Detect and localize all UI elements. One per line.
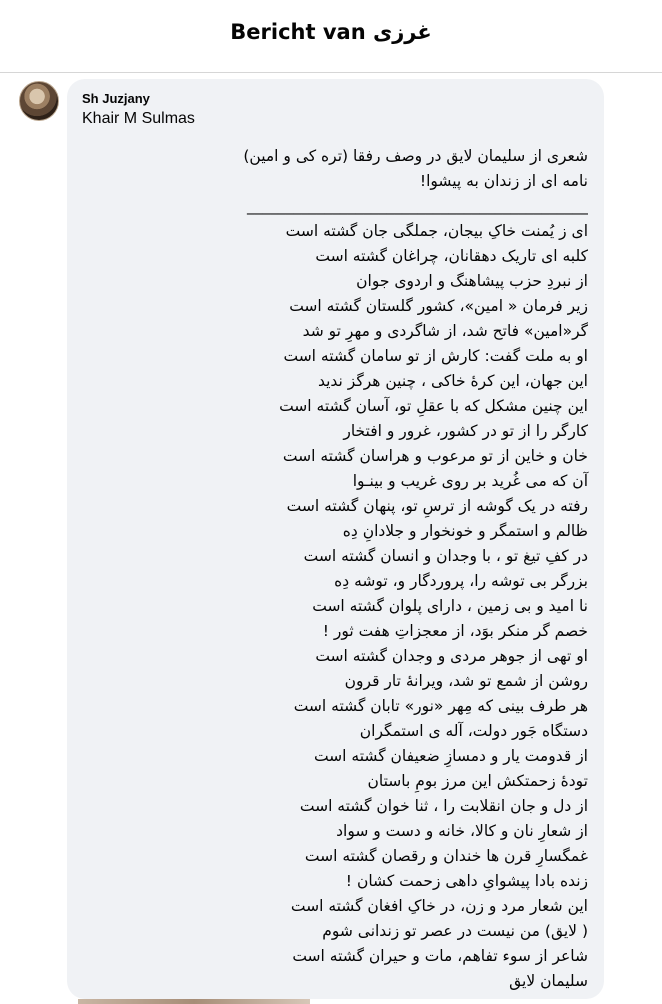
intro-line: شعری از سلیمان لایق در وصف رفقا (تره کی و امین): [243, 147, 588, 165]
poem-line: از شعارِ نان و کالا، خانه و دست و سواد: [336, 822, 588, 840]
intro-line: نامه ای از زندان به پیشوا!: [419, 172, 588, 190]
poem-line: از دل و جان انقلابت را ، ثنا خوان گشته است: [299, 797, 588, 815]
poem-line: خان و خاین از تو مرعوب و هراسان گشته است: [282, 447, 588, 465]
poem-line: سلیمان لایق: [509, 972, 588, 990]
poem-line: از نبردِ حزب پیشاهنگ و اردوی جوان: [356, 272, 588, 290]
poem-line: گر«امین» فاتح شد، از شاگردی و مهرِ تو شد: [302, 322, 588, 340]
poem-line: تودۀ زحمتکش این مرز بومِ باستان: [367, 772, 588, 790]
poem-line: این چنین مشکل که با عقلِ تو، آسان گشته است: [279, 397, 588, 415]
poem-line: رفته در یک گوشه از ترسِ تو، پنهان گشته است: [286, 497, 588, 515]
poem-line: خصم گر منکر بوَد، از معجزاتِ هفت ثور !: [322, 622, 588, 640]
poem-lines: [78, 219, 588, 994]
post-subtitle: Khair M Sulmas: [82, 110, 195, 127]
conversation-header: [0, 0, 662, 73]
header-title: Bericht van غرزی: [230, 20, 432, 44]
poem-line: او تهی از جوهر مردی و وجدان گشته است: [315, 647, 588, 665]
separator-line: ____________________________________________: [247, 197, 588, 215]
poem-line: زیر فرمان « امین»، کشور گلستان گشته است: [289, 297, 588, 315]
poem-line: دستگاه جَور دولت، آله ی استمگران: [359, 722, 588, 740]
poem-line: ای ز یُمنت خاکِ بیجان، جملگی جان گشته است: [285, 222, 588, 240]
poem-line: کارگر را از تو در کشور، غرور و افتخار: [343, 422, 588, 440]
poem-line: در کفِ تیغ تو ، با وجدان و انسان گشته است: [303, 547, 588, 565]
author-name[interactable]: Sh Juzjany: [82, 91, 150, 106]
poem-line: زنده بادا پیشوایِ داهی زحمت کشان !: [345, 872, 588, 890]
poem-line: روشن از شمع تو شد، ویرانۀ تار قرون: [344, 672, 588, 690]
poem-line: نا امید و بی زمین ، دارای پلوان گشته است: [312, 597, 588, 615]
poem-line: هر طرف بینی که مِهر «نور» تابان گشته است: [293, 697, 588, 715]
poem-line: او به ملت گفت: کارش از تو سامان گشته است: [283, 347, 588, 365]
message-body: [78, 144, 588, 994]
avatar[interactable]: [19, 81, 59, 121]
poem-line: این شعار مرد و زن، در خاکِ افغان گشته است: [290, 897, 588, 915]
poem-line: کلبه ای تاریک دهقانان، چراغان گشته است: [315, 247, 588, 265]
poem-line: شاعر از سوء تفاهم، مات و حیران گشته است: [292, 947, 588, 965]
poem-line: ( لایق) من نیست در عصر تو زندانی شوم: [322, 922, 588, 940]
poem-line: بزرگر بی توشه را، پروردگار و، توشه دِه: [334, 572, 588, 590]
poem-line: این جهان، این کرۀ خاکی ، چنین هرگز ندید: [317, 372, 588, 390]
poem-line: از قدومت یار و دمسازِ ضعیفان گشته است: [313, 747, 588, 765]
attached-image-preview[interactable]: [78, 999, 310, 1004]
poem-line: آن که می غُرید بر روی غریب و بینـوا: [352, 472, 588, 490]
poem-line: ظالم و استمگر و خونخوار و جلادانِ دِه: [342, 522, 588, 540]
poem-line: غمگسارِ قرن ها خندان و رقصان گشته است: [304, 847, 588, 865]
